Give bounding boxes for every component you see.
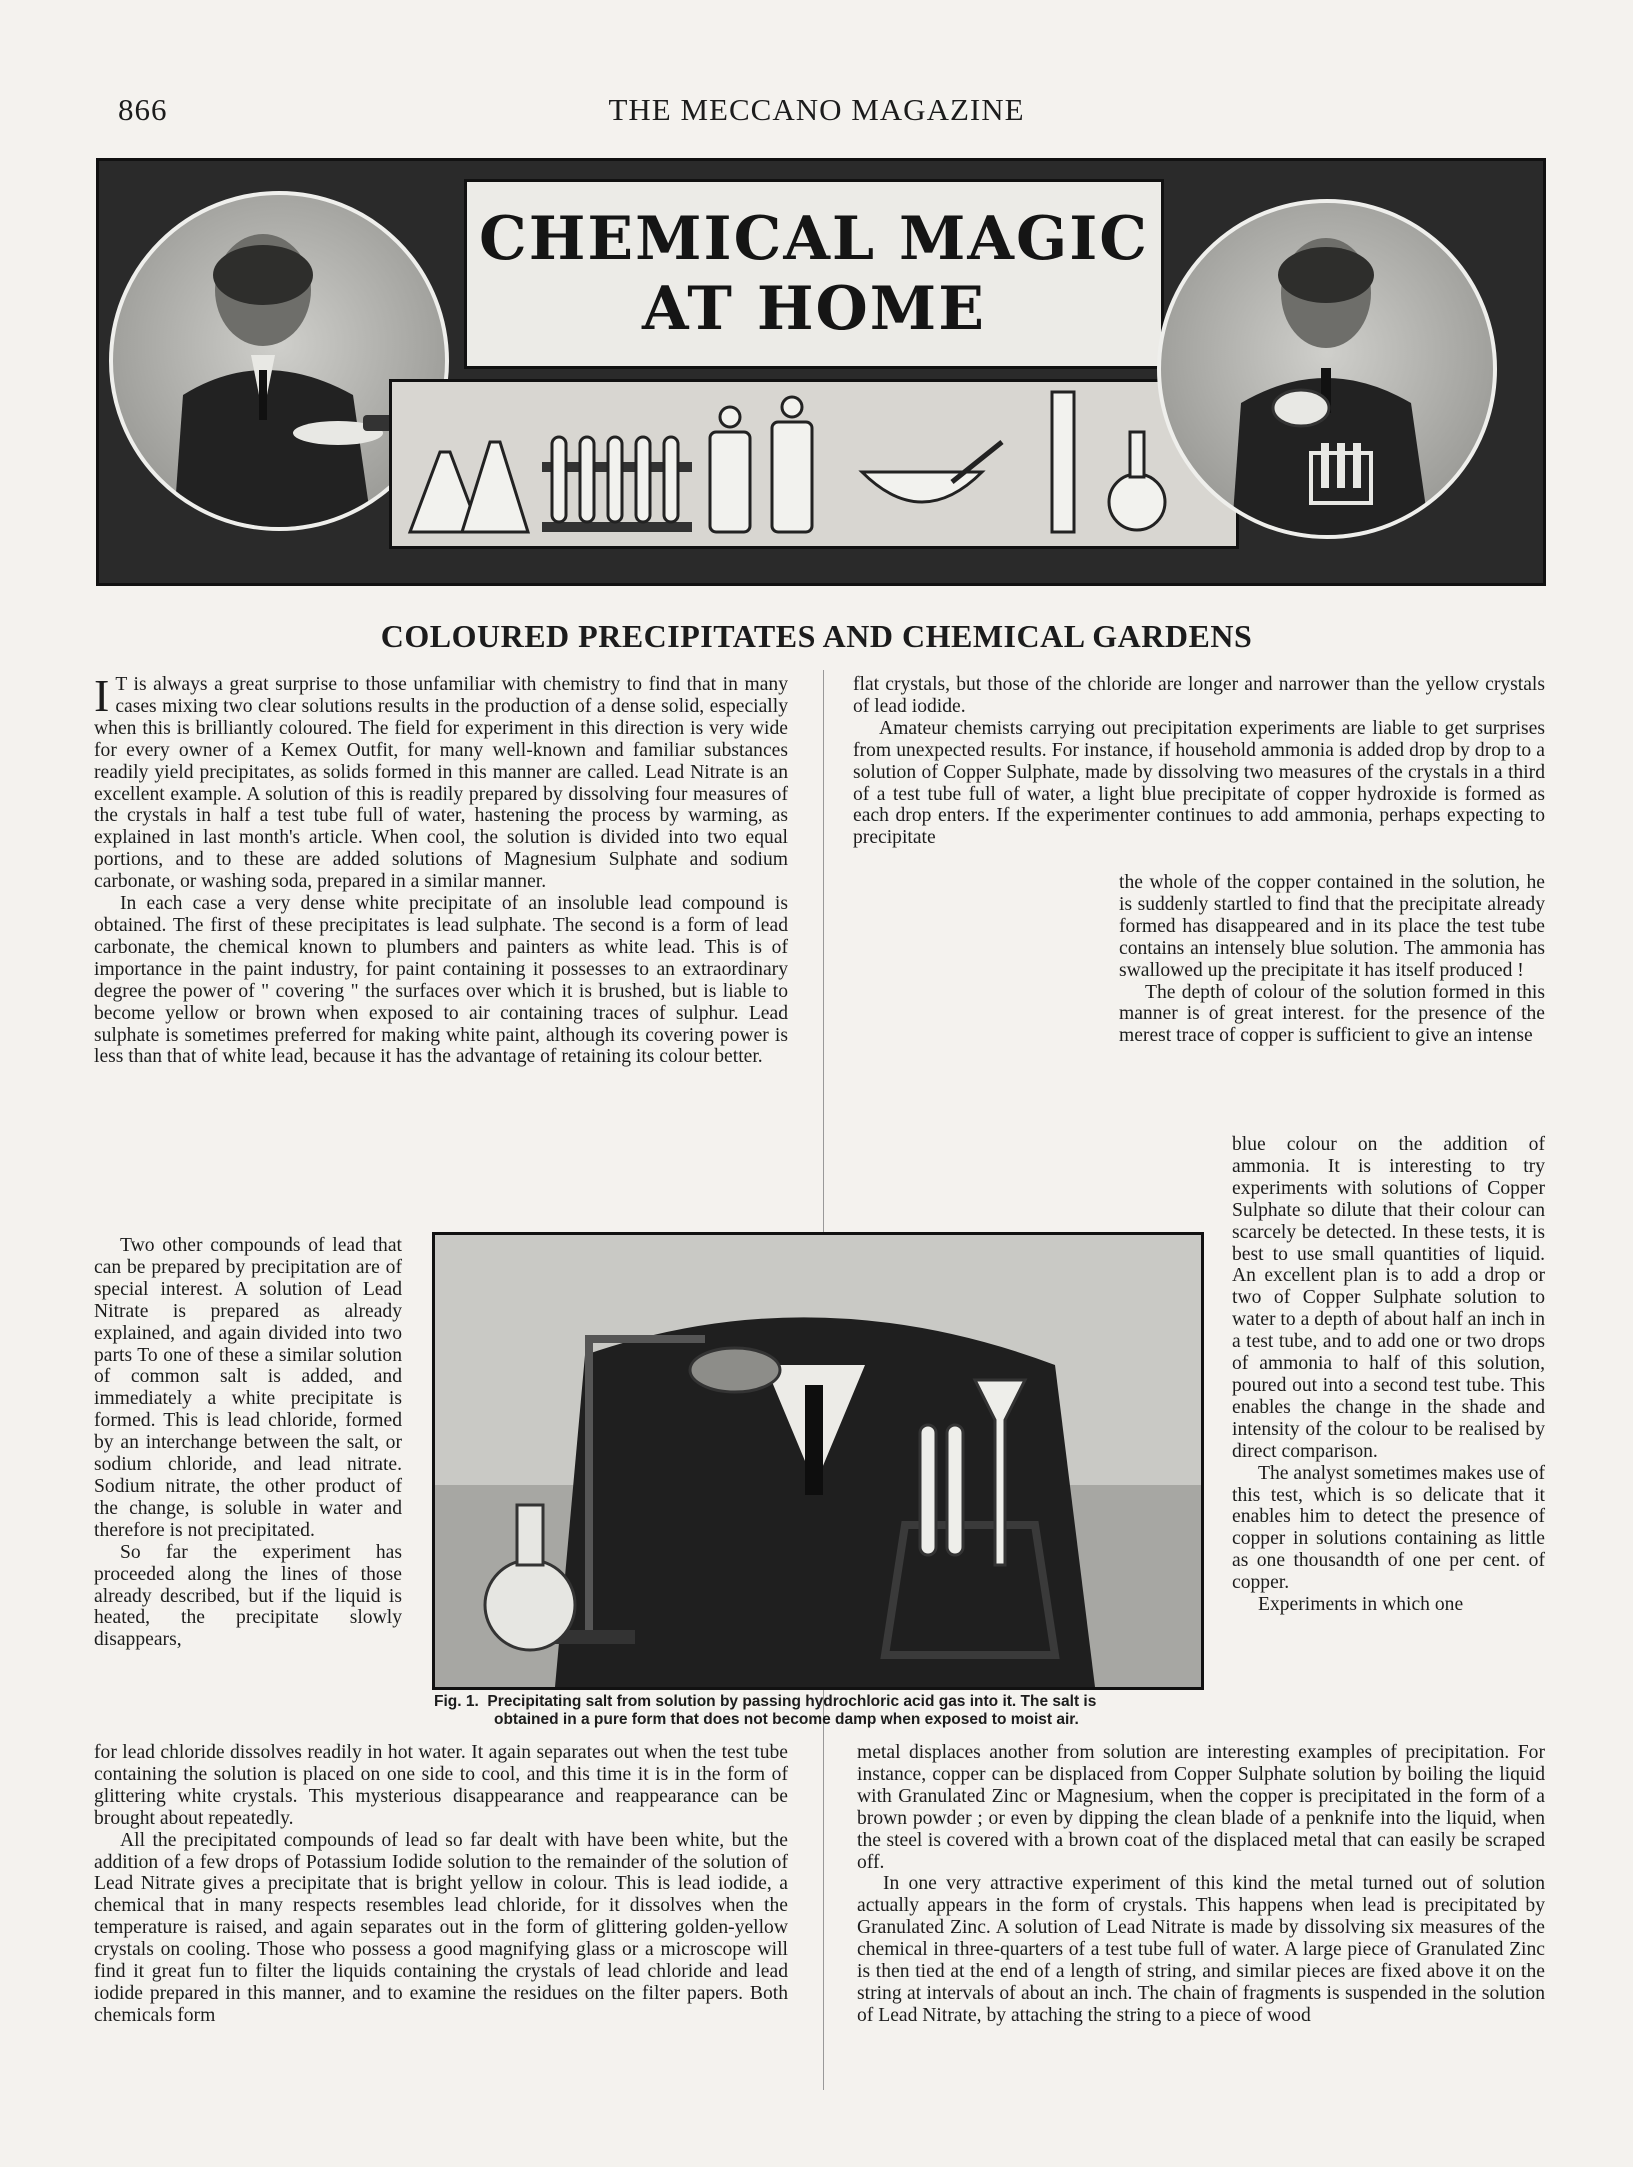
paragraph: blue colour on the addition of ammonia. It is interesting to try experiments with solutions of Copper Sulphate so dilute that their colour can scarcely be detected. In these tests, it is best to use small quantities of liquid. An excellent plan is to add a drop or two of Copper Sulphate solution to water to a depth of about half an inch in a test tube, and to add one or two drops of ammonia to half of this solution, poured out into a second test tube. This enables the change in the shade and intensity of the colour to be realised by direct comparison. bbox=[1232, 1134, 1545, 1462]
left-column-top bbox=[94, 670, 788, 1068]
caption-text-1: Precipitating salt from solution by passing hydrochloric acid gas into it. The salt is bbox=[487, 1693, 1097, 1710]
paragraph: Amateur chemists carrying out precipitation experiments are liable to get surprises from unexpected results. For instance, if household ammonia is added drop by drop to a solution of Copper Sulphate, made by dissolving two measures of the crystals in a third of a test tube full of water, a light blue precipitate of copper hydroxide is formed as each drop enters. If the experimenter continues to add ammonia, perhaps expecting to precipitate bbox=[853, 717, 1545, 849]
banner-photo-right bbox=[1157, 199, 1497, 539]
paragraph: Two other compounds of lead that can be prepared by precipitation are of special interest. A solution of Lead Nitrate is prepared as already explained, and again divided into two parts To one of these a similar solution of common salt is added, and immediately a white precipitate is formed. This is lead chloride, formed by an interchange between the salt, or sodium chloride, and lead nitrate. Sodium nitrate, the other product of the change, is soluble in water and therefore is not precipitated. bbox=[94, 1235, 402, 1541]
paragraph: In one very attractive experiment of this kind the metal turned out of solution actually appears in the form of crystals. This happens when lead is precipitated by Granulated Zinc. A solution of Lead Nitrate is made by dissolving six measures of the chemical in three-quarters of a test tube full of water. A large piece of Granulated Zinc is then tied at the end of a length of string, and similar pieces are fixed above it on the string at intervals of about an inch. The chain of fragments is suspended in the solution of Lead Nitrate, by attaching the string to a piece of wood bbox=[857, 1873, 1545, 2026]
glassware-illustration bbox=[392, 382, 1236, 546]
paragraph: All the precipitated compounds of lead so far dealt with have been white, but the addition of a few drops of Potassium Iodide solution to the remainder of the solution of Lead Nitrate gives a precipitate that is bright yellow in colour. This is lead iodide, a chemical that in many respects resembles lead chloride, for it dissolves when the temperature is raised, and again separates out in the form of glittering golden-yellow crystals on cooling. Those who possess a good magnifying glass or a microscope will find it great fun to filter the liquids containing the crystals of lead chloride and lead iodide prepared in this manner, and to examine the residues on the filter papers. Both chemicals form bbox=[94, 1829, 788, 2026]
paragraph: the whole of the copper contained in the solution, he is suddenly startled to find that the precipitate already formed has disappeared and in its place the test tube contains an intensely blue solution. The ammonia has swallowed up the precipitate it has itself produced ! bbox=[1119, 872, 1545, 981]
caption-label: Fig. 1. bbox=[434, 1693, 479, 1710]
magazine-title: THE MECCANO MAGAZINE bbox=[608, 92, 1025, 127]
paragraph: Experiments in which one bbox=[1258, 1594, 1464, 1616]
left-column-narrow bbox=[94, 1235, 402, 1651]
banner-title-line-1: CHEMICAL MAGIC bbox=[478, 204, 1150, 274]
paragraph: So far the experiment has proceeded along the lines of those already described, but if the liquid is heated, the precipitate slowly disappears, bbox=[94, 1541, 402, 1651]
bottom-right-column bbox=[857, 1742, 1545, 2027]
paragraph: flat crystals, but those of the chloride are longer and narrower than the yellow crystals of lead iodide. bbox=[853, 674, 1545, 717]
chemist-portrait-right-illustration bbox=[1161, 203, 1497, 539]
banner-title-panel bbox=[464, 179, 1164, 369]
paragraph: for lead chloride dissolves readily in hot water. It again separates out when the test tube containing the solution is placed on one side to cool, and this time it is in the form of glittering white crystals. This mysterious disappearance and reappearance can be brought about repeatedly. bbox=[94, 1742, 788, 1829]
caption-line-2: obtained in a pure form that does not become damp when exposed to moist air. bbox=[494, 1711, 1079, 1728]
right-column-top bbox=[853, 674, 1545, 849]
right-column-narrow bbox=[1232, 1134, 1545, 1616]
paragraph: In each case a very dense white precipitate of an insoluble lead compound is obtained. The first of these precipitates is lead sulphate. The second is a form of lead carbonate, the chemical known to plumbers and painters as white lead. This is of importance in the paint industry, for paint containing it possesses to an extraordinary degree the power of " covering " the surfaces over which it is brushed, but is liable to become yellow or brown when exposed to air containing traces of sulphur. Lead sulphate is sometimes preferred for making white paint, although its covering power is less than that of white lead, because it has the advantage of retaining its colour better. bbox=[94, 893, 788, 1068]
bottom-left-column bbox=[94, 1742, 788, 2027]
banner-title-line-2: AT HOME bbox=[642, 274, 986, 344]
article-headline: COLOURED PRECIPITATES AND CHEMICAL GARDENS bbox=[380, 618, 1253, 654]
paragraph: The depth of colour of the solution formed in this manner is of great interest. for the presence of the merest trace of copper is sufficient to give an intense bbox=[1119, 981, 1545, 1047]
drop-cap: I bbox=[94, 670, 110, 721]
experiment-photo-illustration bbox=[435, 1235, 1201, 1687]
paragraph: The analyst sometimes makes use of this test, which is so delicate that it enables him to detect the presence of copper in solutions containing as little as one thousandth of one per cent. of copper. bbox=[1232, 1462, 1545, 1594]
right-column-middle bbox=[1119, 872, 1545, 1047]
paragraph: metal displaces another from solution are interesting examples of precipitation. For instance, copper can be displaced from Copper Sulphate solution by boiling the liquid with Granulated Zinc or Magnesium, when the copper is precipitated in the form of a brown powder ; or even by dipping the clean blade of a penknife into the liquid, when the steel is covered with a brown coat of the displaced metal that can easily be scraped off. bbox=[857, 1742, 1545, 1873]
figure-photo bbox=[432, 1232, 1204, 1690]
glassware-strip bbox=[389, 379, 1239, 549]
paragraph bbox=[94, 670, 788, 893]
caption-line-1 bbox=[434, 1693, 1214, 1711]
page-number: 866 bbox=[118, 92, 168, 127]
title-banner bbox=[96, 158, 1546, 586]
paragraph-text: T is always a great surprise to those unfamiliar with chemistry to find that in many cases mixing two clear solutions results in the production of a dense solid, especially when this is brilliantly coloured. The field for experiment in this direction is very wide for every owner of a Kemex Outfit, for many well-known and familiar substances readily yield precipitates, as solids formed in this manner are called. Lead Nitrate is an excellent example. A solution of this is readily prepared by dissolving four measures of the crystals in half a test tube full of water, hastening the process by warming, as explained in last month's article. When cool, the solution is divided into two equal portions, and to these are added solutions of Magnesium Sulphate and sodium carbonate, or washing soda, prepared in a similar manner. bbox=[94, 674, 788, 893]
figure-caption bbox=[434, 1693, 1214, 1729]
